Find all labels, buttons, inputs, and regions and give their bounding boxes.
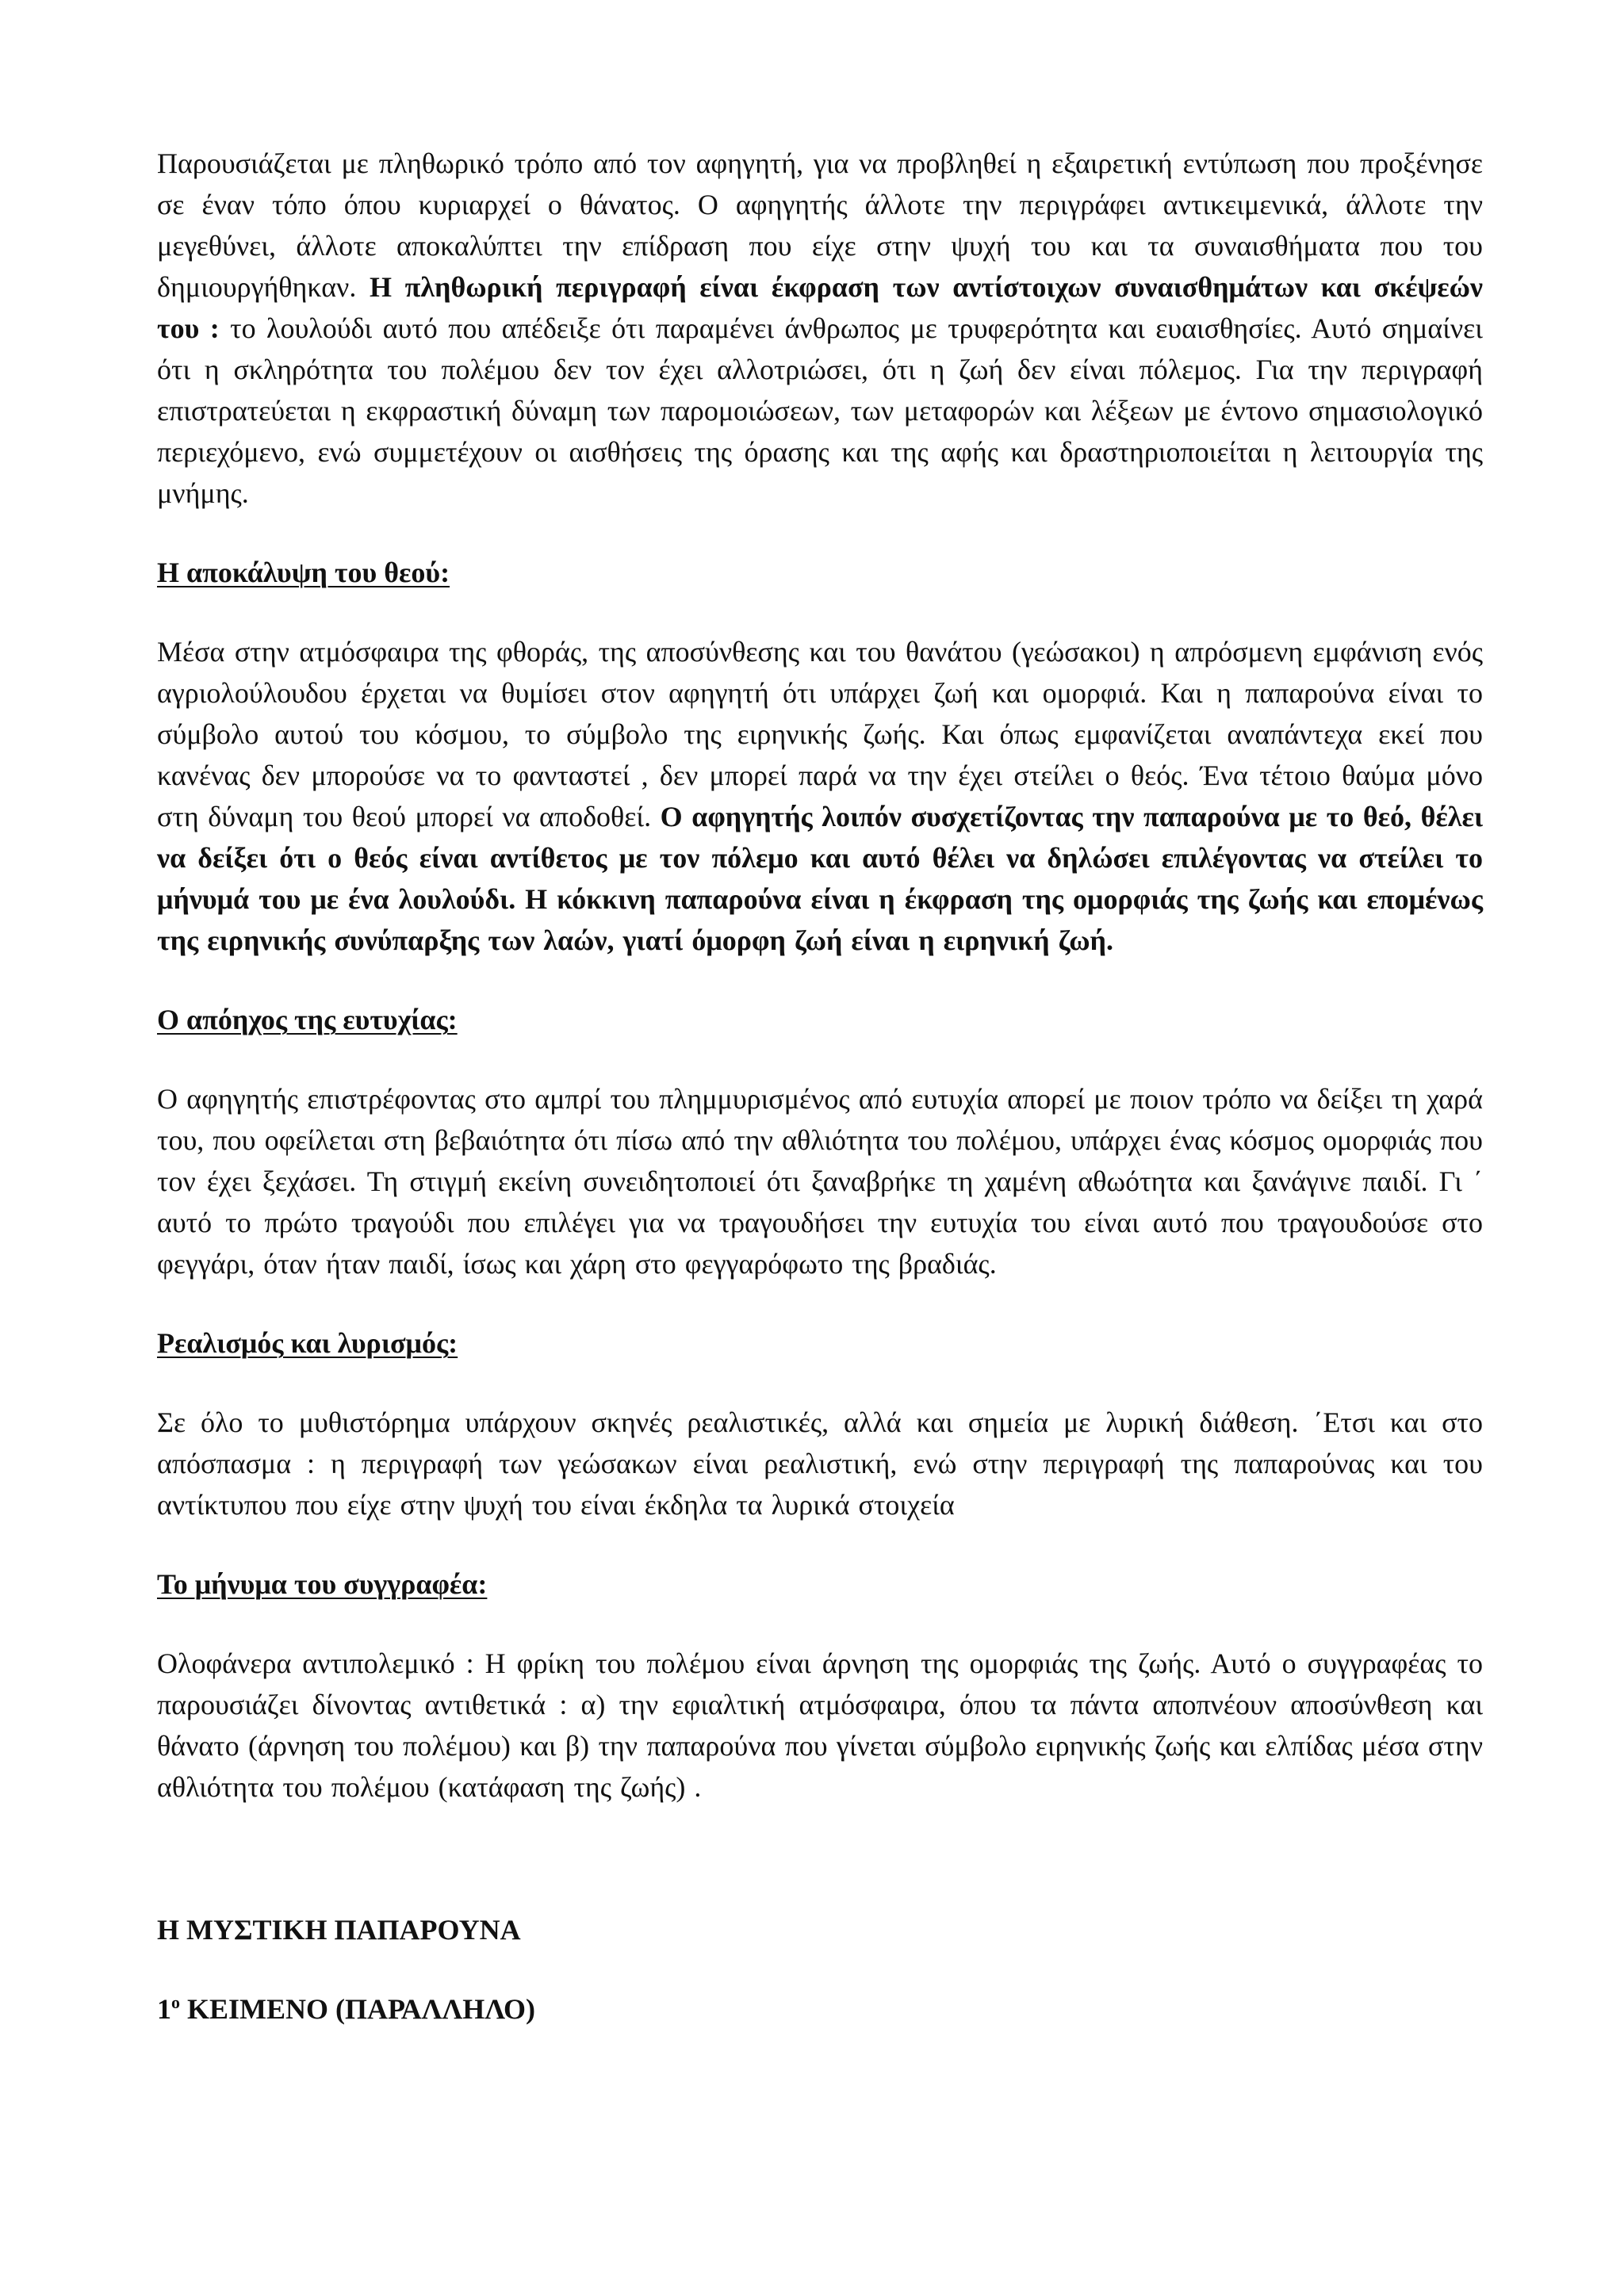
intro-paragraph [157,143,1483,514]
section-heading-echo: Ο απόηχος της ευτυχίας: [157,1004,458,1035]
closing-text-caption: ΚΕΙΜΕΝΟ (ΠΑΡΑΛΛΗΛΟ) [180,1993,536,2025]
intro-bold-statement: Η πληθωρική περιγραφή είναι έκφραση των αντίστοιχων συναισθημάτων και σκέψεών του : [157,271,1483,344]
intro-text-2: το λουλούδι αυτό που απέδειξε ότι παραμένει άνθρωπος με τρυφερότητα και ευαισθησίες. Αυτό σημαίνει ότι η σκληρότητα του πολέμου δεν τον έχει αλλοτριώσει, ότι η ζωή δεν είναι πόλεμος. Για την περιγραφή επιστρατεύεται η εκφραστική δύναμη των παρομοιώσεων, των μεταφορών και λέξεων με έντονο σημασιολογικό περιεχόμενο, ενώ συμμετέχουν οι αισθήσεις της όρασης και της αφής και δραστηριοποιείται η λειτουργία της μνήμης. [157,312,1483,509]
revelation-paragraph [157,631,1483,961]
closing-text-superscript: ο [171,1992,180,2012]
section-heading-message: Το μήνυμα του συγγραφέα: [157,1568,488,1600]
revelation-bold-statement: Ο αφηγητής λοιπόν συσχετίζοντας την παπαρούνα με το θεό, θέλει να δείξει ότι ο θεός είναι αντίθετος με τον πόλεμο και αυτό θέλει να δηλώσει επιλέγοντας να στείλει το μήνυμά του με ένα λουλούδι. Η κόκκινη παπαρούνα είναι η έκφραση της ομορφιάς της ζωής και επομένως της ειρηνικής συνύπαρξης των λαών, γιατί όμορφη ζωή είναι η ειρηνική ζωή. [157,801,1483,956]
closing-text-number: 1 [157,1993,171,2025]
section-heading-realism: Ρεαλισμός και λυρισμός: [157,1327,458,1359]
message-paragraph: Ολοφάνερα αντιπολεμικό : Η φρίκη του πολέμου είναι άρνηση της ομορφιάς της ζωής. Αυτό ο συγγραφέας το παρουσιάζει δίνοντας αντιθετικά : α) την εφιαλτική ατμόσφαιρα, όπου τα πάντα αποπνέουν αποσύνθεση και θάνατο (άρνηση του πολέμου) και β) την παπαρούνα που γίνεται σύμβολο ειρηνικής ζωής και ελπίδας μέσα στην αθλιότητα του πολέμου (κατάφαση της ζωής) . [157,1647,1483,1803]
echo-paragraph: Ο αφηγητής επιστρέφοντας στο αμπρί του πλημμυρισμένος από ευτυχία απορεί με ποιον τρόπο να δείξει τη χαρά του, που οφείλεται στη βεβαιότητα ότι πίσω από την αθλιότητα του πολέμου, υπάρχει ένας κόσμος ομορφιάς που τον έχει ξεχάσει. Τη στιγμή εκείνη συνειδητοποιεί ότι ξαναβρήκε τη χαμένη αθωότητα και ξανάγινε παιδί. Γι ΄ αυτό το πρώτο τραγούδι που επιλέγει για να τραγουδήσει την ευτυχία του είναι αυτό που τραγουδούσε στο φεγγάρι, όταν ήταν παιδί, ίσως και χάρη στο φεγγαρόφωτο της βραδιάς. [157,1083,1483,1280]
closing-text-label [157,1988,1483,2030]
intro-text-1: Παρουσιάζεται με πληθωρικό τρόπο από τον αφηγητή, για να προβληθεί η εξαιρετική εντύπωση που προξένησε σε έναν τόπο όπου κυριαρχεί ο θάνατος. Ο αφηγητής άλλοτε την περιγράφει αντικειμενικά, άλλοτε την μεγεθύνει, άλλοτε αποκαλύπτει την επίδραση που είχε στην ψυχή του και τα συναισθήματα που του δημιουργήθηκαν. [157,147,1483,303]
section-heading-revelation: Η αποκάλυψη του θεού: [157,557,450,588]
revelation-text-1: Μέσα στην ατμόσφαιρα της φθοράς, της αποσύνθεσης και του θανάτου (γεώσακοι) η απρόσμενη εμφάνιση ενός αγριολούλουδου έρχεται να θυμίσει στον αφηγητή ότι υπάρχει ζωή και ομορφιά. Και η παπαρούνα είναι το σύμβολο αυτού του κόσμου, το σύμβολο της ειρηνικής ζωής. Και όπως εμφανίζεται αναπάντεχα εκεί που κανένας δεν μπορούσε να το φανταστεί , δεν μπορεί παρά να την έχει στείλει ο θεός. Ένα τέτοιο θαύμα μόνο στη δύναμη του θεού μπορεί να αποδοθεί. [157,636,1483,832]
document-page [157,143,1483,2030]
realism-paragraph: Σε όλο το μυθιστόρημα υπάρχουν σκηνές ρεαλιστικές, αλλά και σημεία με λυρική διάθεση. ΄Ετσι και στο απόσπασμα : η περιγραφή των γεώσακων είναι ρεαλιστική, ενώ στην περιγραφή της παπαρούνας και του αντίκτυπου που είχε στην ψυχή του είναι έκδηλα τα λυρικά στοιχεία [157,1406,1483,1521]
closing-title: Η ΜΥΣΤΙΚΗ ΠΑΠΑΡΟΥΝΑ [157,1914,521,1946]
